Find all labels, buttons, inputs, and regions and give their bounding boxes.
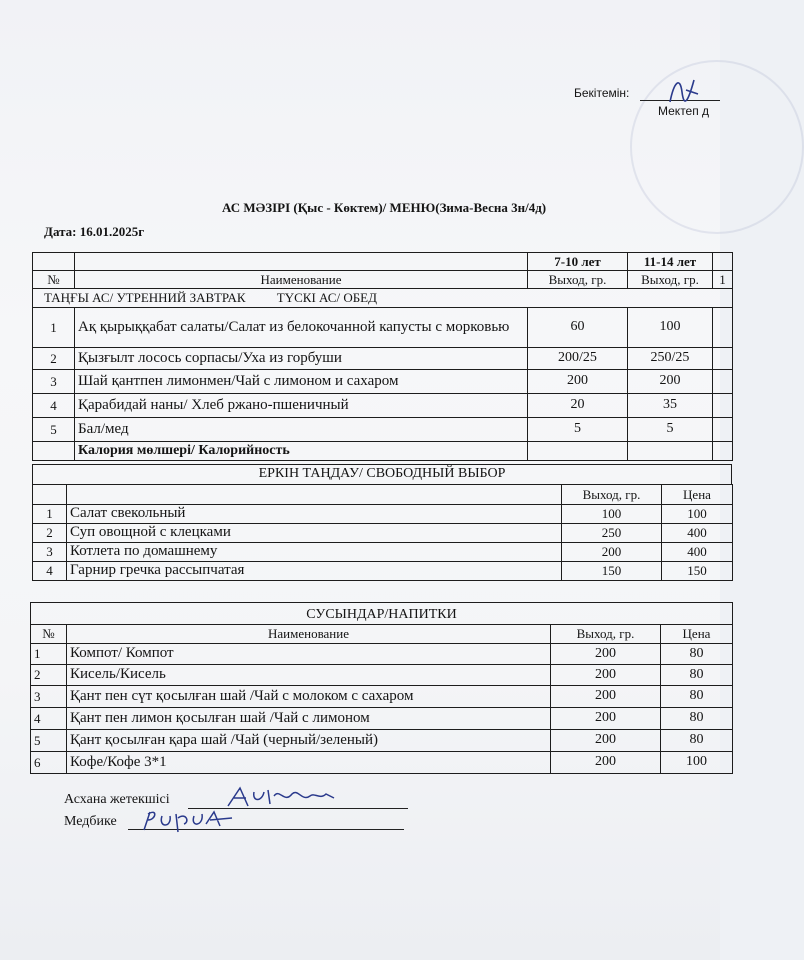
column-header-row <box>33 485 733 505</box>
yield-11-14: 250/25 <box>628 348 713 370</box>
col-name: Наименование <box>67 625 551 644</box>
blank-cell <box>713 253 733 271</box>
price: 80 <box>661 708 733 730</box>
yield-11-14: 200 <box>628 370 713 394</box>
yield: 200 <box>551 686 661 708</box>
drink-name: Қант пен лимон қосылған шай /Чай с лимоном <box>67 708 551 730</box>
price: 80 <box>661 730 733 752</box>
row-num: 2 <box>33 348 75 370</box>
row-num: 1 <box>31 644 67 665</box>
yield: 100 <box>562 505 662 524</box>
drink-name: Кисель/Кисель <box>67 665 551 686</box>
price: 400 <box>662 543 733 562</box>
dish-name: Қызғылт лосось сорпасы/Уха из горбуши <box>75 348 528 370</box>
age-group-1: 7-10 лет <box>528 253 628 271</box>
table-row <box>33 348 733 370</box>
table-row <box>31 644 733 665</box>
drink-name: Қант пен сүт қосылған шай /Чай с молоком с сахаром <box>67 686 551 708</box>
dish-name: Салат свекольный <box>67 505 562 524</box>
row-num: 2 <box>33 524 67 543</box>
yield-7-10: 20 <box>528 394 628 418</box>
age-group-2: 11-14 лет <box>628 253 713 271</box>
table-row <box>33 562 733 581</box>
table-row <box>33 543 733 562</box>
row-num: 5 <box>33 418 75 442</box>
table-row <box>31 686 733 708</box>
price: 400 <box>662 524 733 543</box>
yield-11-14: 100 <box>628 308 713 348</box>
row-num: 1 <box>33 505 67 524</box>
blank-cell <box>713 348 733 370</box>
blank-cell <box>33 253 75 271</box>
yield-7-10: 200/25 <box>528 348 628 370</box>
blank-cell <box>33 485 67 505</box>
calories-value-2 <box>628 442 713 461</box>
dish-name: Қарабидай наны/ Хлеб ржано-пшеничный <box>75 394 528 418</box>
main-menu-table <box>32 252 733 461</box>
col-yield-1: Выход, гр. <box>528 271 628 289</box>
dish-name: Гарнир гречка рассыпчатая <box>67 562 562 581</box>
col-price: Цена <box>661 625 733 644</box>
drinks-table <box>30 602 733 774</box>
dish-name: Котлета по домашнему <box>67 543 562 562</box>
blank-cell <box>713 308 733 348</box>
nurse-label: Медбике <box>64 814 117 829</box>
drinks-title: СУСЫНДАР/НАПИТКИ <box>31 603 733 625</box>
section-lunch: ТҮСКІ АС/ ОБЕД <box>276 290 377 306</box>
price: 80 <box>661 686 733 708</box>
yield: 200 <box>551 665 661 686</box>
section-breakfast: ТАҢҒЫ АС/ УТРЕННИЙ ЗАВТРАК <box>44 290 246 306</box>
col-num: № <box>31 625 67 644</box>
row-num: 4 <box>33 394 75 418</box>
yield: 250 <box>562 524 662 543</box>
price: 100 <box>662 505 733 524</box>
nurse-signature <box>140 806 240 836</box>
row-num: 3 <box>33 543 67 562</box>
yield-11-14: 35 <box>628 394 713 418</box>
stamp-mark <box>630 60 804 234</box>
table-row <box>31 665 733 686</box>
table-row <box>31 752 733 774</box>
price: 150 <box>662 562 733 581</box>
row-num: 1 <box>33 308 75 348</box>
price: 80 <box>661 665 733 686</box>
free-choice-title: ЕРКІН ТАҢДАУ/ СВОБОДНЫЙ ВЫБОР <box>33 465 732 485</box>
price: 100 <box>661 752 733 774</box>
drinks-title-row <box>31 603 733 625</box>
yield-7-10: 200 <box>528 370 628 394</box>
approve-sub-label: Мектеп д <box>658 104 710 118</box>
col-yield: Выход, гр. <box>551 625 661 644</box>
blank-cell <box>713 394 733 418</box>
row-num: 6 <box>31 752 67 774</box>
yield: 200 <box>551 752 661 774</box>
calories-row <box>33 442 733 461</box>
yield-7-10: 60 <box>528 308 628 348</box>
blank-cell <box>713 442 733 461</box>
free-choice-title-table <box>32 464 732 485</box>
drink-name: Компот/ Компот <box>67 644 551 665</box>
calories-value-1 <box>528 442 628 461</box>
row-num: 2 <box>31 665 67 686</box>
dish-name: Бал/мед <box>75 418 528 442</box>
approve-label: Бекітемін: <box>574 86 630 100</box>
drink-name: Қант қосылған қара шай /Чай (черный/зеленый) <box>67 730 551 752</box>
row-num: 4 <box>33 562 67 581</box>
col-num: № <box>33 271 75 289</box>
col-extra: 1 <box>713 271 733 289</box>
free-choice-table <box>32 484 733 581</box>
director-signature <box>664 72 704 108</box>
kitchen-head-label: Асхана жетекшісі <box>64 792 170 807</box>
yield: 200 <box>562 543 662 562</box>
page-title: АС МӘЗІРІ (Қыс - Көктем)/ МЕНЮ(Зима-Весна 3н/4д) <box>222 200 547 215</box>
blank-cell <box>33 442 75 461</box>
yield: 200 <box>551 730 661 752</box>
yield: 200 <box>551 708 661 730</box>
section-row <box>33 289 733 308</box>
row-num: 3 <box>31 686 67 708</box>
col-name: Наименование <box>75 271 528 289</box>
price: 80 <box>661 644 733 665</box>
dish-name: Ақ қырыққабат салаты/Салат из белокочанной капусты с морковью <box>75 308 528 348</box>
yield: 150 <box>562 562 662 581</box>
yield-11-14: 5 <box>628 418 713 442</box>
table-row <box>33 394 733 418</box>
row-num: 5 <box>31 730 67 752</box>
dish-name: Шай қантпен лимонмен/Чай с лимоном и сахаром <box>75 370 528 394</box>
yield: 200 <box>551 644 661 665</box>
section-cell <box>33 289 733 308</box>
blank-cell <box>713 418 733 442</box>
yield-7-10: 5 <box>528 418 628 442</box>
col-price: Цена <box>662 485 733 505</box>
row-num: 3 <box>33 370 75 394</box>
table-row <box>33 370 733 394</box>
table-row <box>33 505 733 524</box>
col-yield-2: Выход, гр. <box>628 271 713 289</box>
table-row <box>33 418 733 442</box>
table-row <box>33 308 733 348</box>
age-header-row <box>33 253 733 271</box>
kitchen-head-signature <box>222 784 342 810</box>
blank-cell <box>75 253 528 271</box>
dish-name: Суп овощной с клецками <box>67 524 562 543</box>
column-header-row <box>31 625 733 644</box>
table-row <box>31 730 733 752</box>
col-yield: Выход, гр. <box>562 485 662 505</box>
row-num: 4 <box>31 708 67 730</box>
menu-date: Дата: 16.01.2025г <box>44 224 145 239</box>
column-header-row <box>33 271 733 289</box>
calories-label: Калория мөлшері/ Калорийность <box>75 442 528 461</box>
drink-name: Кофе/Кофе 3*1 <box>67 752 551 774</box>
table-row <box>33 524 733 543</box>
table-row <box>31 708 733 730</box>
blank-cell <box>67 485 562 505</box>
blank-cell <box>713 370 733 394</box>
